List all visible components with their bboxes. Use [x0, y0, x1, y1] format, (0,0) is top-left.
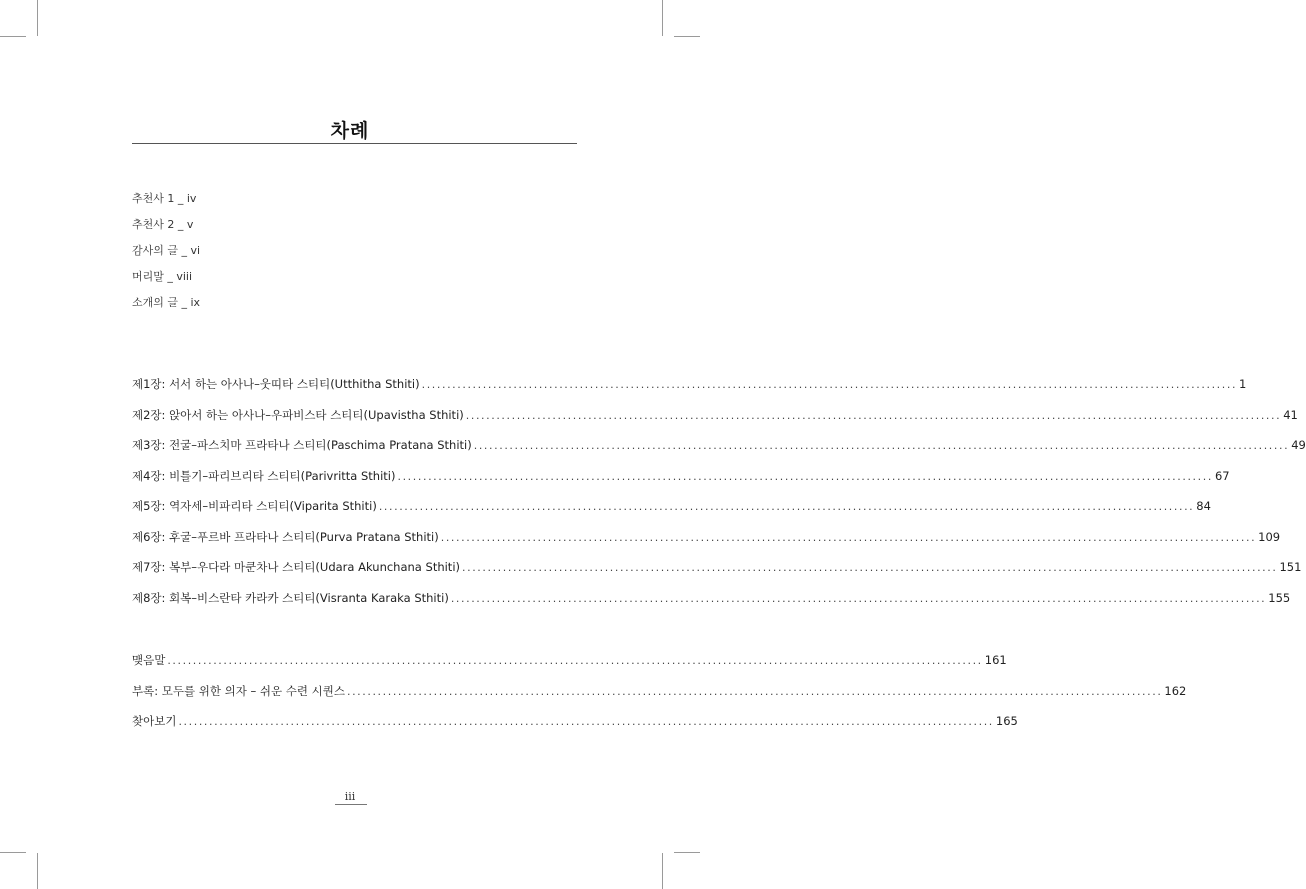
leader-dots: ................................................................................................................................................................: [473, 439, 1290, 452]
toc-entry-page: 67: [1214, 468, 1230, 483]
toc-entry-label: 제6장: 후굴–푸르바 프라타나 스티티(Purva Pratana Sthiti): [132, 529, 439, 544]
toc-entry-page: 162: [1164, 683, 1187, 698]
leader-dots: ................................................................................................................................................................: [346, 684, 1163, 698]
toc-entry-chapter-5[interactable]: [132, 498, 1211, 529]
crop-mark: [0, 36, 26, 37]
page-title: 차례: [330, 120, 370, 142]
toc-entry-page: 41: [1283, 407, 1298, 422]
toc-entry-page: 151: [1279, 560, 1302, 574]
back-matter-list: [132, 652, 1187, 744]
leader-dots: ................................................................................................................................................................: [450, 591, 1267, 605]
page-number-rule: [335, 804, 367, 805]
chapter-list: [132, 376, 1306, 620]
toc-entry-page: 155: [1268, 590, 1291, 605]
leader-dots: ................................................................................................................................................................: [465, 408, 1282, 422]
title-divider: [132, 143, 577, 144]
page-number: iii: [344, 790, 356, 803]
toc-entry-chapter-7[interactable]: [132, 559, 1302, 590]
front-matter-item[interactable]: 감사의 글 _ vi: [132, 244, 201, 257]
front-matter-item[interactable]: 추천사 2 _ v: [132, 218, 194, 231]
toc-entry-page: 49: [1291, 438, 1306, 452]
crop-mark: [674, 36, 700, 37]
toc-entry-label: 맺음말: [132, 653, 166, 667]
leader-dots: ................................................................................................................................................................: [421, 378, 1238, 391]
toc-entry-index[interactable]: [132, 713, 1018, 744]
leader-dots: ................................................................................................................................................................: [462, 561, 1278, 574]
leader-dots: ................................................................................................................................................................: [397, 469, 1213, 483]
toc-entry-page: 84: [1196, 499, 1211, 513]
leader-dots: ................................................................................................................................................................: [178, 715, 994, 728]
toc-entry-label: 제5장: 역자세–비파리타 스티티(Viparita Sthiti): [132, 499, 377, 513]
toc-entry-label: 제7장: 복부–우다라 마쿤차나 스티티(Udara Akunchana Sthiti): [132, 560, 460, 574]
crop-mark: [0, 852, 26, 853]
toc-entry-chapter-2[interactable]: [132, 407, 1298, 438]
toc-entry-epilogue[interactable]: [132, 652, 1007, 683]
front-matter-list: [132, 190, 200, 320]
crop-mark: [674, 852, 700, 853]
toc-entry-page: 161: [984, 653, 1007, 667]
toc-entry-label: 제3장: 전굴–파스치마 프라타나 스티티(Paschima Pratana Sthiti): [132, 438, 472, 452]
crop-mark: [662, 0, 663, 36]
toc-entry-page: 109: [1258, 529, 1281, 544]
toc-entry-label: 제1장: 서서 하는 아사나–웃띠타 스티티(Utthitha Sthiti): [132, 377, 420, 391]
toc-entry-chapter-8[interactable]: [132, 590, 1291, 621]
toc-entry-label: 부록: 모두를 위한 의자 – 쉬운 수련 시퀀스: [132, 683, 345, 698]
toc-entry-page: 165: [995, 714, 1018, 728]
toc-entry-appendix[interactable]: [132, 683, 1187, 714]
toc-entry-label: 제2장: 앉아서 하는 아사나–우파비스타 스티티(Upavistha Sthiti): [132, 407, 464, 422]
toc-entry-label: 제8장: 회복–비스란타 카라카 스티티(Visranta Karaka Sthiti): [132, 590, 449, 605]
front-matter-item[interactable]: 추천사 1 _ iv: [132, 192, 197, 205]
crop-mark: [37, 853, 38, 889]
leader-dots: ................................................................................................................................................................: [378, 500, 1195, 513]
toc-entry-page: 1: [1239, 377, 1247, 391]
front-matter-item[interactable]: 머리말 _ viii: [132, 270, 193, 283]
toc-entry-chapter-1[interactable]: [132, 376, 1247, 407]
toc-entry-label: 제4장: 비틀기–파리브리타 스티티(Parivritta Sthiti): [132, 468, 396, 483]
crop-mark: [37, 0, 38, 36]
toc-entry-chapter-3[interactable]: [132, 437, 1306, 468]
toc-entry-label: 찾아보기: [132, 714, 177, 728]
crop-mark: [662, 853, 663, 889]
front-matter-item[interactable]: 소개의 글 _ ix: [132, 296, 201, 309]
toc-entry-chapter-6[interactable]: [132, 529, 1281, 560]
toc-entry-chapter-4[interactable]: [132, 468, 1230, 499]
leader-dots: ................................................................................................................................................................: [440, 530, 1257, 544]
leader-dots: ................................................................................................................................................................: [167, 654, 983, 667]
